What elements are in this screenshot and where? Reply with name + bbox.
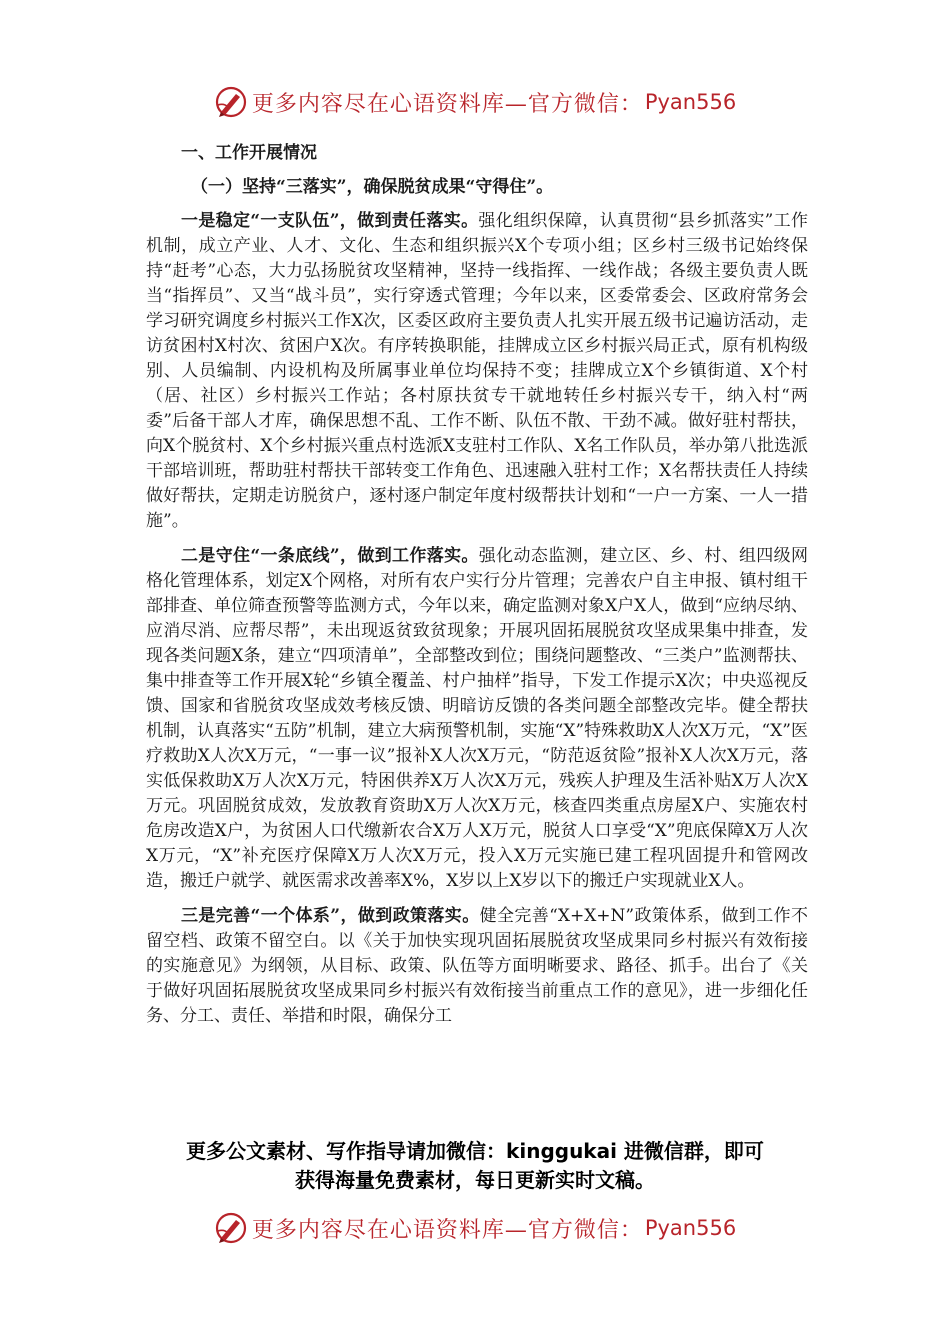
promo-line-1: 更多公文素材、写作指导请加微信：kinggukai 进微信群，即可 <box>186 1139 764 1163</box>
document-body <box>146 141 808 1039</box>
paragraph-1-body: 强化组织保障，认真贯彻“县乡抓落实”工作机制，成立产业、人才、文化、生态和组织振兴X个专项小组；区乡村三级书记始终保持“赶考”心态，大力弘扬脱贫攻坚精神，坚持一线指挥、一线作战；各级主要负责人既当“指挥员”、又当“战斗员”，实行穿透式管理；今年以来，区委常委会、区政府常务会学习研究调度乡村振兴工作X次，区委区政府主要负责人扎实开展五级书记遍访活动，走访贫困村X村次、贫困户X次。有序转换职能，挂牌成立区乡村振兴局正式，原有机构级别、人员编制、内设机构及所属事业单位均保持不变；挂牌成立X个乡镇街道、X个村（居、社区）乡村振兴工作站；各村原扶贫专干就地转任乡村振兴专干，纳入村“两委”后备干部人才库，确保思想不乱、工作不断、队伍不散、干劲不减。做好驻村帮扶，向X个脱贫村、X个乡村振兴重点村选派X支驻村工作队、X名工作队员，举办第八批选派干部培训班，帮助驻村帮扶干部转变工作角色、迅速融入驻村工作；X名帮扶责任人持续做好帮扶，定期走访脱贫户，逐村逐户制定年度村级帮扶计划和“一户一方案、一人一措施”。 <box>146 211 808 531</box>
paragraph-2-lead: 二是守住“一条底线”，做到工作落实。 <box>181 546 479 566</box>
header-banner <box>0 82 950 122</box>
footer-banner-text: 更多内容尽在心语资料库—官方微信： <box>251 1217 643 1243</box>
paragraph-1-lead: 一是稳定“一支队伍”，做到责任落实。 <box>181 211 479 231</box>
section-title: 一、工作开展情况 <box>181 143 317 163</box>
promo-notice <box>100 1137 850 1195</box>
paragraph-3-lead: 三是完善“一个体系”，做到政策落实。 <box>181 906 480 926</box>
paragraph-3 <box>146 904 808 1029</box>
paragraph-2-body: 强化动态监测，建立区、乡、村、组四级网格化管理体系，划定X个网格，对所有农户实行分片管理；完善农户自主申报、镇村组干部排查、单位筛查预警等监测方式，今年以来，确定监测对象X户X人，做到“应纳尽纳、应消尽消、应帮尽帮”，未出现返贫致贫现象；开展巩固拓展脱贫攻坚成果集中排查，发现各类问题X条，建立“四项清单”，全部整改到位；围绕问题整改、“三类户”监测帮扶、集中排查等工作开展X轮“乡镇全覆盖、村户抽样”指导，下发工作提示X次；中央巡视反馈、国家和省脱贫攻坚成效考核反馈、明暗访反馈的各类问题全部整改完毕。健全帮扶机制，认真落实“五防”机制，建立大病预警机制，实施“X”特殊救助X人次X万元，“X”医疗救助X人次X万元，“一事一议”报补X人次X万元，“防范返贫险”报补X人次X万元，落实低保救助X万人次X万元，特困供养X万人次X万元，残疾人护理及生活补贴X万人次X万元。巩固脱贫成效，发放教育资助X万人次X万元，核查四类重点房屋X户、实施农村危房改造X户，为贫困人口代缴新农合X万人X万元，脱贫人口享受“X”兜底保障X万人次X万元，“X”补充医疗保障X万人次X万元，投入X万元实施已建工程巩固提升和管网改造，搬迁户就学、就医需求改善率X%，X岁以上X岁以下的搬迁户实现就业X人。 <box>146 546 808 891</box>
paragraph-2 <box>146 544 808 894</box>
pen-logo-icon <box>214 1211 248 1245</box>
pen-logo-icon <box>214 85 248 119</box>
footer-banner <box>0 1208 950 1248</box>
header-wechat-id: Pyan556 <box>644 90 737 114</box>
paragraph-1 <box>146 209 808 534</box>
header-banner-text: 更多内容尽在心语资料库—官方微信： <box>251 91 643 117</box>
promo-line-2: 获得海量免费素材，每日更新实时文稿。 <box>295 1168 655 1192</box>
footer-wechat-id: Pyan556 <box>644 1216 737 1240</box>
paragraph-3-body: 健全完善“X+X+N”政策体系，做到工作不留空档、政策不留空白。以《关于加快实现巩固拓展脱贫攻坚成果同乡村振兴有效衔接的实施意见》为纲领，从目标、政策、队伍等方面明晰要求、路径、抓手。出台了《关于做好巩固拓展脱贫攻坚成果同乡村振兴有效衔接当前重点工作的意见》，进一步细化任务、分工、责任、举措和时限，确保分工 <box>146 906 809 1026</box>
subsection-title: （一）坚持“三落实”，确保脱贫成果“守得住”。 <box>191 177 554 197</box>
